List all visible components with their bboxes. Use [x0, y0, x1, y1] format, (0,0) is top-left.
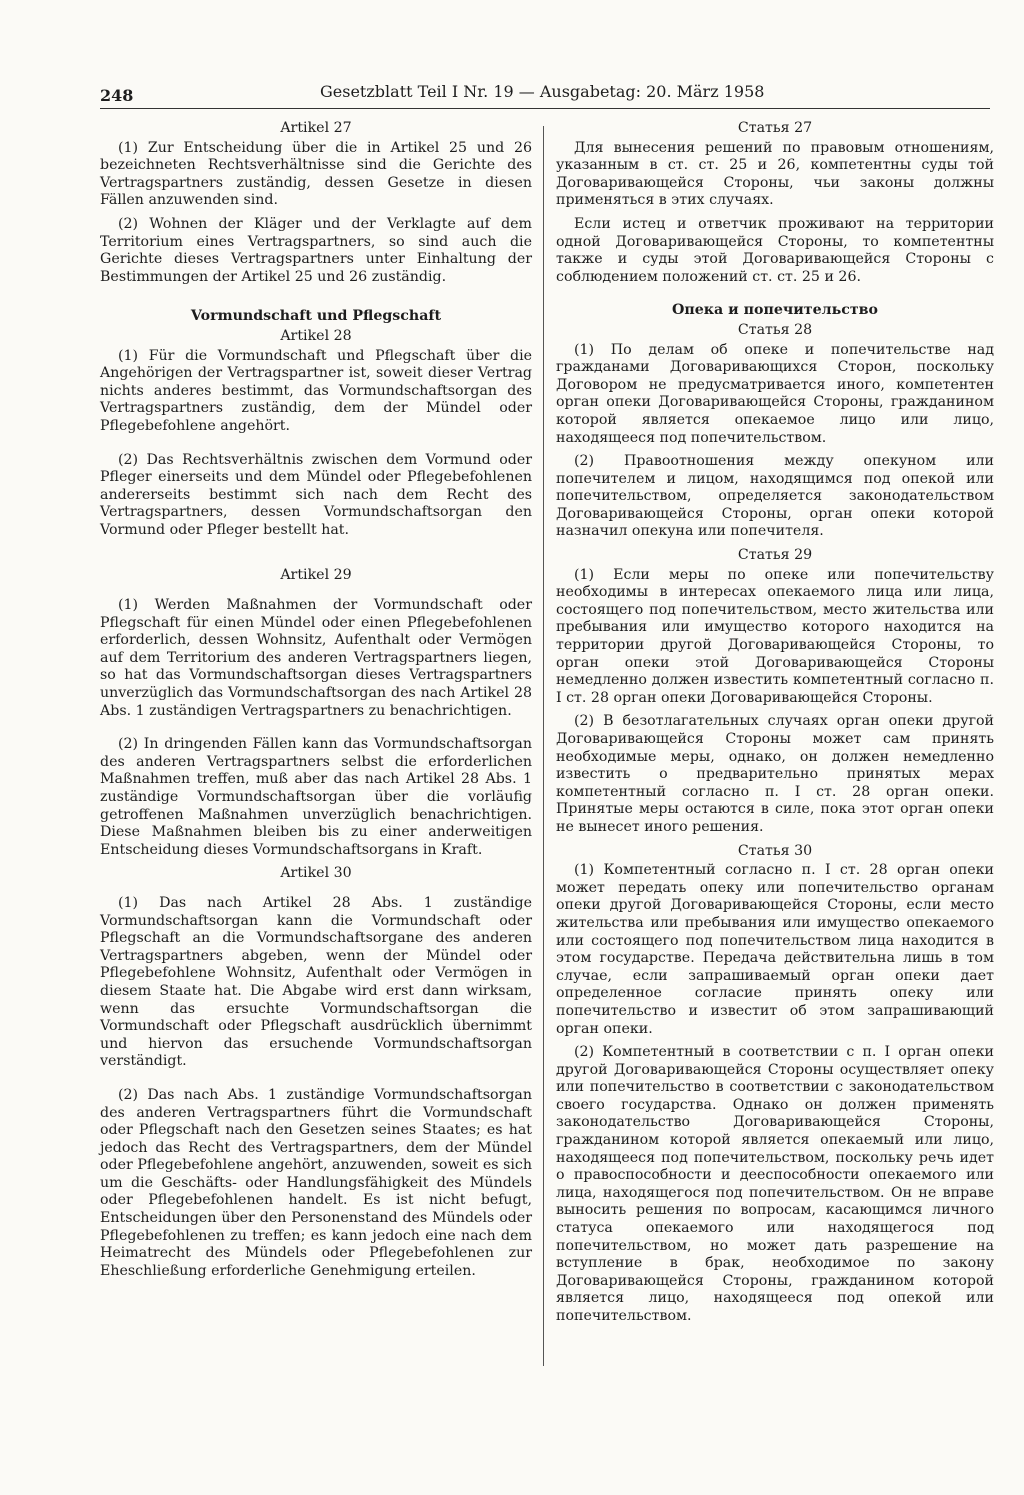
- article-27-heading-de: Artikel 27: [280, 120, 352, 136]
- article-27-paragraph-1-ru: Для вынесения решений по правовым отношениям, указанным в ст. ст. 25 и 26, компетентны суды той Договаривающейся Стороны, чьи законы должны применяться в этих случаях.: [556, 139, 994, 209]
- article-29-paragraph-1-de: (1) Werden Maßnahmen der Vormundschaft oder Pflegschaft für einen Mündel oder einen Pflegebefohlenen erforderlich, dessen Wohnsitz, Aufenthalt oder Vermögen auf dem Territorium des anderen Vertragspartners liegen, so hat das Vormundschaftsorgan dieses Vertragspartners unverzüglich das Vormundschaftsorgan des nach Artikel 28 Abs. 1 zuständigen Vertragspartners zu benachrichtigen.: [100, 597, 532, 719]
- article-28-paragraph-2-ru: (2) Правоотношения между опекуном или попечителем и лицом, находящимся под опекой или попечительством, определяется законодательством Договаривающейся Стороны, орган опеки которой назначил опекуна или попечителя.: [556, 453, 994, 540]
- article-27-heading-ru: Статья 27: [737, 120, 813, 136]
- column-divider: [543, 126, 544, 1366]
- article-29-paragraph-2-ru: (2) В безотлагательных случаях орган опеки другой Договаривающейся Стороны может сам принять необходимые меры, однако, он должен немедленно известить о предварительно принятых мерах компетентный согласно п. I ст. 28 орган опеки. Принятые меры остаются в силе, пока этот орган опеки не вынесет иного решения.: [556, 713, 994, 835]
- german-column: [100, 120, 532, 1286]
- article-28-paragraph-1-de: (1) Für die Vormundschaft und Pflegschaft über die Angehörigen der Vertragspartner ist, soweit dieser Vertrag nichts anderes bestimmt, das Vormundschaftsorgan des Vertragspartners zuständig, dem der Mündel oder Pflegebefohlene angehört.: [100, 347, 532, 434]
- article-27-paragraph-1-de: (1) Zur Entscheidung über die in Artikel 25 und 26 bezeichneten Rechtsverhältnisse sind die Gerichte des Vertragspartners zuständig, dessen Gesetze in diesen Fällen anzuwenden sind.: [100, 139, 532, 209]
- article-29-heading-ru: Статья 29: [737, 547, 813, 564]
- page-number: 248: [100, 86, 134, 105]
- section-heading-ru: Опека и попечительство: [672, 302, 878, 319]
- header-rule: [100, 108, 990, 109]
- article-30-paragraph-2-ru: (2) Компетентный в соответствии с п. I орган опеки другой Договаривающейся Стороны осуществляет опеку или попечительство в соответствии с законодательством своего государства. Однако он должен применять законодательство Договаривающейся Стороны, гражданином которой является опекаемый или лицо, находящееся под попечительством, поскольку речь идет о правоспособности и дееспособности опекаемого или лица, находящегося под попечительством. Он не вправе выносить решения по вопросам, касающимся личного статуса опекаемого или находящегося под попечительством, но может дать разрешение на вступление в брак, необходимое по закону Договаривающейся Стороны, гражданином которой является лицо, находящееся под опекой или попечительством.: [556, 1044, 994, 1324]
- article-28-heading-de: Artikel 28: [280, 327, 352, 344]
- article-30-paragraph-1-de: (1) Das nach Artikel 28 Abs. 1 zuständige Vormundschaftsorgan kann die Vormundschaft oder Pflegschaft an die Vormundschaftsorgane des anderen Vertragspartners abgeben, wenn der Mündel oder Pflegebefohlene Wohnsitz, Aufenthalt oder Vermögen in diesem Staate hat. Die Abgabe wird erst dann wirksam, wenn das ersuchte Vormundschaftsorgan die Vormundschaft oder Pflegschaft ausdrücklich übernimmt und hiervon das ersuchende Vormundschaftsorgan verständigt.: [100, 894, 532, 1070]
- russian-column: [556, 120, 994, 1332]
- section-heading-de: Vormundschaft und Pflegschaft: [190, 308, 442, 325]
- running-title: Gesetzblatt Teil I Nr. 19 — Ausgabetag: 20. März 1958: [320, 82, 765, 101]
- article-30-paragraph-2-de: (2) Das nach Abs. 1 zuständige Vormundschaftsorgan des anderen Vertragspartners führt die Vormundschaft oder Pflegschaft nach den Gesetzen seines Staates; es hat jedoch das Recht des Vertragspartners, dem der Mündel oder Pflegebefohlene angehört, anzuwenden, soweit es sich um die Geschäfts- oder Handlungsfähigkeit des Mündels oder Pflegebefohlenen handelt. Es ist nicht befugt, Entscheidungen über den Personenstand des Mündels oder Pflegebefohlenen zu treffen; es kann jedoch eine nach dem Heimatrecht des Mündels oder Pflegebefohlenen zur Eheschließung erforderliche Genehmigung erteilen.: [100, 1086, 532, 1279]
- article-29-heading-de: Artikel 29: [280, 567, 352, 584]
- article-27-paragraph-2-ru: Если истец и ответчик проживают на территории одной Договаривающейся Стороны, то компетентны также и суды этой Договаривающейся Стороны с соблюдением положений ст. ст. 25 и 26.: [556, 215, 994, 285]
- article-28-heading-ru: Статья 28: [737, 321, 813, 338]
- article-30-heading-ru: Статья 30: [737, 842, 813, 859]
- article-30-paragraph-1-ru: (1) Компетентный согласно п. I ст. 28 орган опеки может передать опеку или попечительство органам опеки другой Договаривающейся Стороны, если место жительства или пребывания или имущество опекаемого или состоящего под попечительством лица находится в этом государстве. Передача действительна лишь в том случае, если запрашиваемый орган опеки дает определенное согласие принять опеку или попечительство и известит об этом запрашивающий орган опеки.: [556, 862, 994, 1037]
- article-27-paragraph-2-de: (2) Wohnen der Kläger und der Verklagte auf dem Territorium eines Vertragspartners, so sind auch die Gerichte dieses Vertragspartners unter Einhaltung der Bestimmungen der Artikel 25 und 26 zuständig.: [100, 215, 532, 285]
- article-29-paragraph-2-de: (2) In dringenden Fällen kann das Vormundschaftsorgan des anderen Vertragspartners selbst die erforderlichen Maßnahmen treffen, muß aber das nach Artikel 28 Abs. 1 zuständige Vormundschaftsorgan über die vorläufig getroffenen Maßnahmen unverzüglich benachrichtigen. Diese Maßnahmen bleiben bis zu einer anderweitigen Entscheidung dieses Vormundschaftsorgans in Kraft.: [100, 736, 532, 858]
- article-30-heading-de: Artikel 30: [280, 865, 352, 882]
- page-header: [100, 78, 990, 112]
- article-28-paragraph-2-de: (2) Das Rechtsverhältnis zwischen dem Vormund oder Pfleger einerseits und dem Mündel oder Pflegebefohlenen andererseits bestimmt sich nach dem Recht des Vertragspartners, dessen Vormundschaftsorgan den Vormund oder Pfleger bestellt hat.: [100, 451, 532, 538]
- article-29-paragraph-1-ru: (1) Если меры по опеке или попечительству необходимы в интересах опекаемого лица или лица, состоящего под попечительством, место жительства или пребывания или имущество которого находится на территории другой Договаривающейся Стороны, то орган опеки этой Договаривающейся Стороны немедленно должен известить компетентный согласно п. I ст. 28 орган опеки Договаривающейся Стороны.: [556, 566, 994, 706]
- article-28-paragraph-1-ru: (1) По делам об опеке и попечительстве над гражданами Договаривающихся Сторон, поскольку Договором не предусматривается иного, компетентен орган опеки Договаривающейся Стороны, гражданином которой является опекаемое лицо или лицо, находящееся под попечительством.: [556, 341, 994, 446]
